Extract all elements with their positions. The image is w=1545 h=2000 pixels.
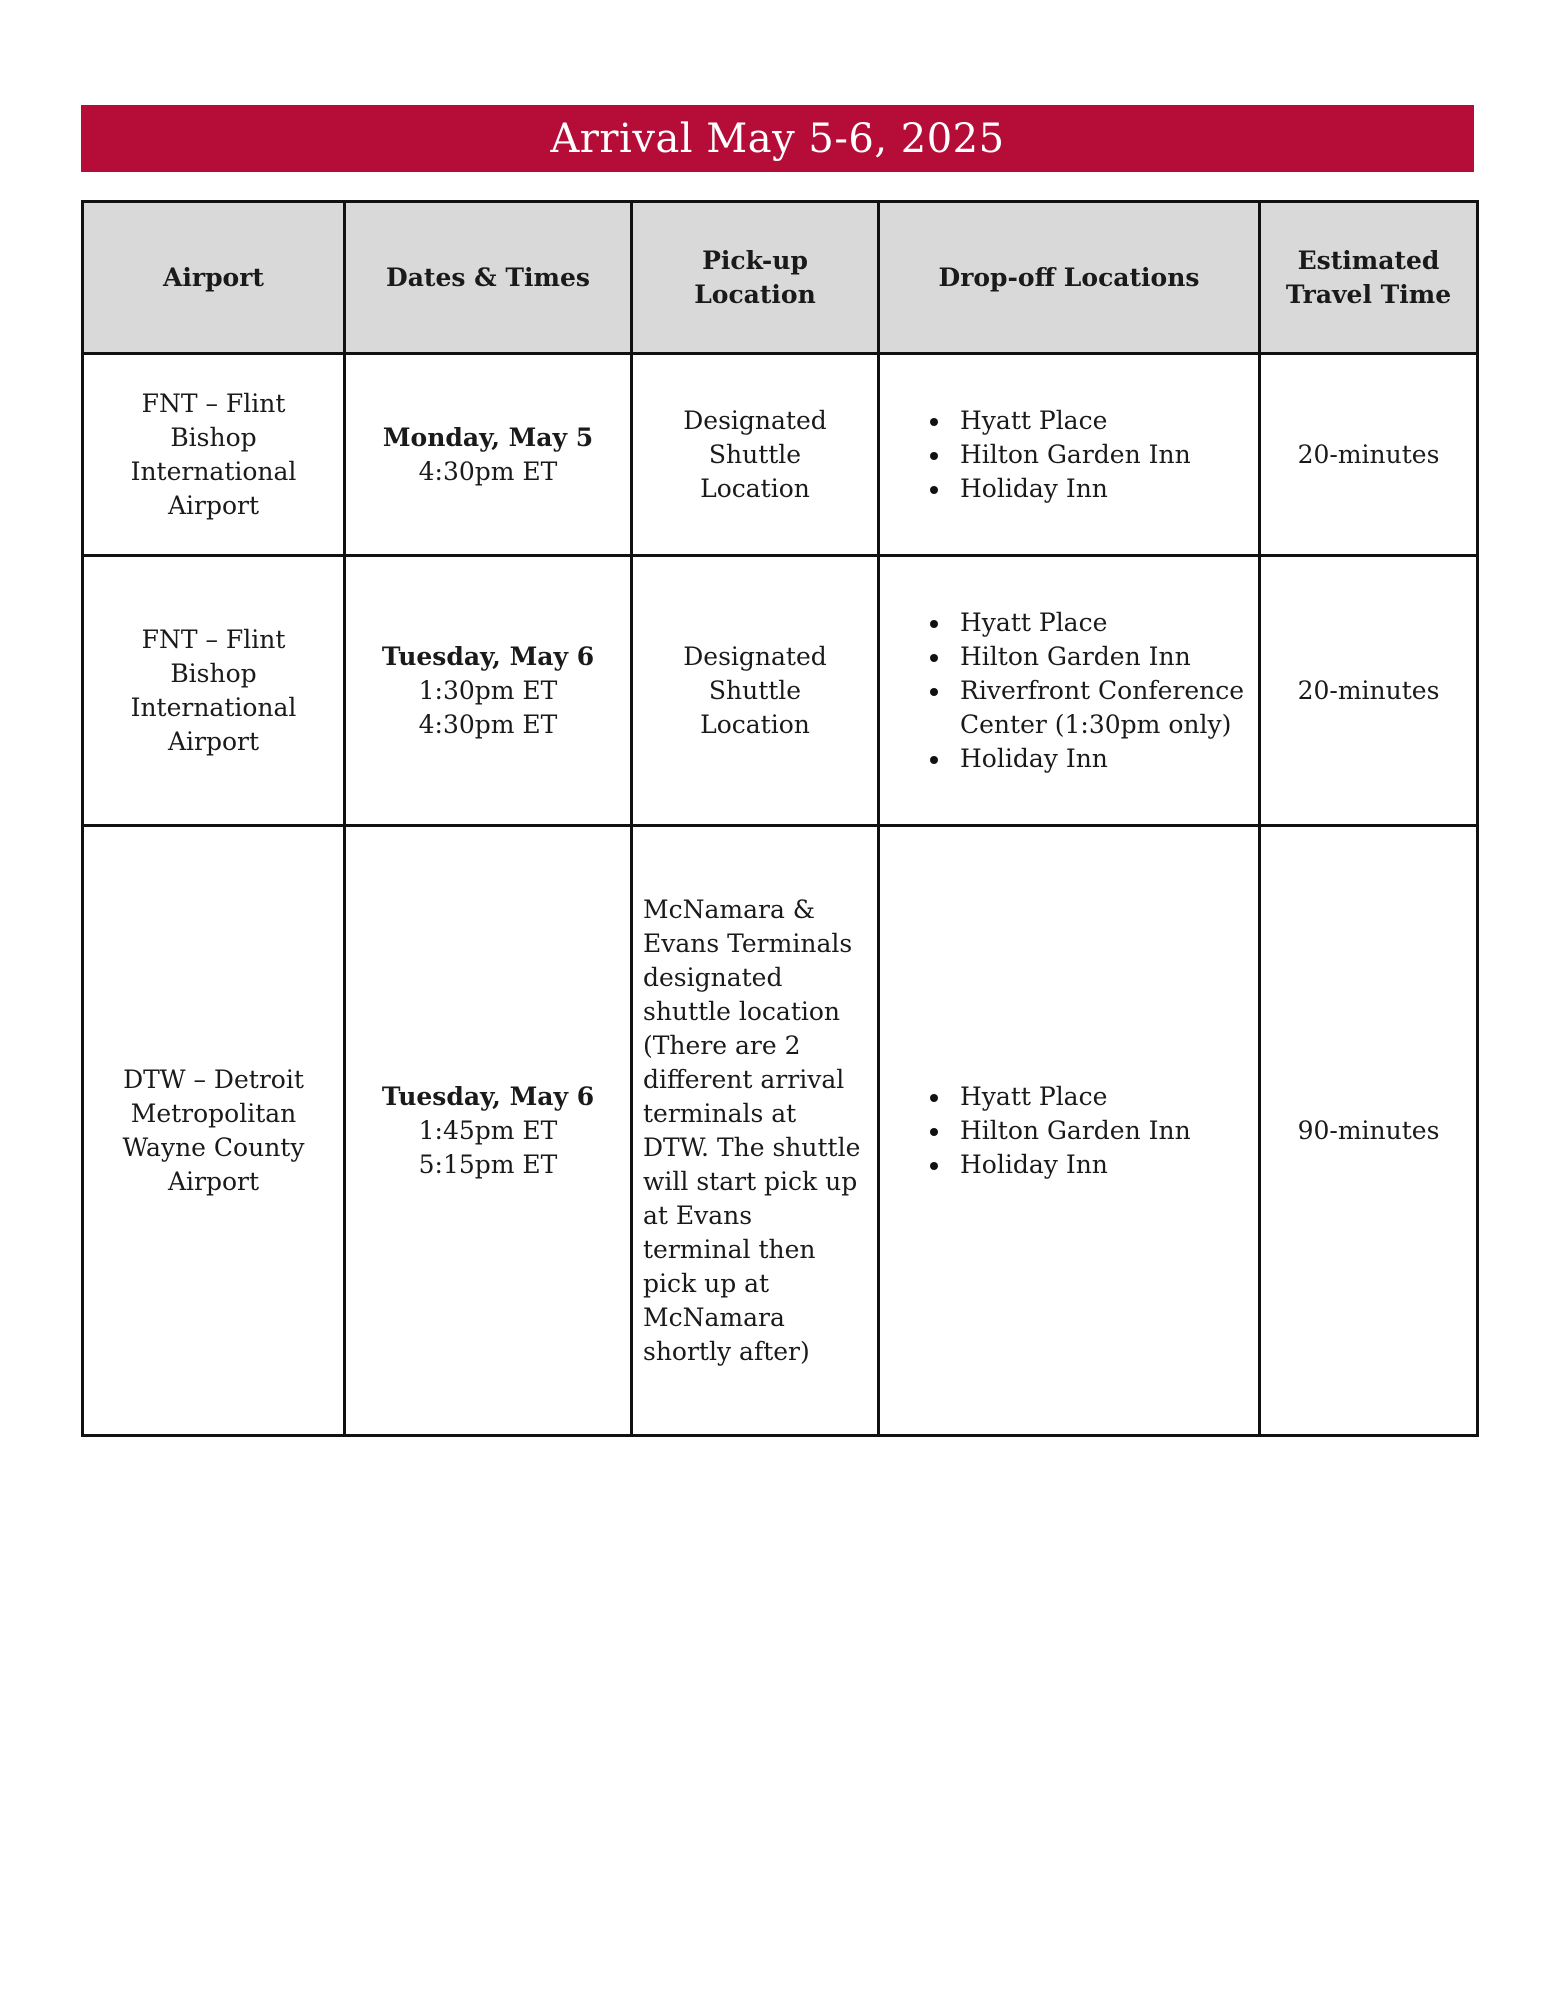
list-item: Holiday Inn xyxy=(960,742,1248,776)
dropoff-cell xyxy=(879,556,1260,826)
time-label: 5:15pm ET xyxy=(418,1149,558,1179)
day-label: Tuesday, May 6 xyxy=(381,1081,595,1111)
table-row xyxy=(83,556,1478,826)
dates-times-cell xyxy=(345,556,632,826)
list-item: Riverfront Conference Center (1:30pm only) xyxy=(960,674,1248,742)
time-label: 1:30pm ET xyxy=(418,675,558,705)
column-header-pickup-location: Pick-up Location xyxy=(632,202,879,354)
dates-times-cell xyxy=(345,354,632,556)
dropoff-list xyxy=(890,404,1248,506)
list-item: Hyatt Place xyxy=(960,404,1248,438)
travel-time-cell: 20-minutes xyxy=(1260,354,1478,556)
airport-cell: FNT – Flint Bishop International Airport xyxy=(83,354,345,556)
list-item: Hyatt Place xyxy=(960,1080,1248,1114)
list-item: Hilton Garden Inn xyxy=(960,640,1248,674)
pickup-cell: Designated Shuttle Location xyxy=(632,556,879,826)
dropoff-cell xyxy=(879,354,1260,556)
column-header-travel-time: Estimated Travel Time xyxy=(1260,202,1478,354)
airport-cell: DTW – Detroit Metropolitan Wayne County Airport xyxy=(83,826,345,1436)
list-item: Holiday Inn xyxy=(960,1148,1248,1182)
pickup-cell: Designated Shuttle Location xyxy=(632,354,879,556)
dropoff-list xyxy=(890,1080,1248,1182)
list-item: Hyatt Place xyxy=(960,606,1248,640)
travel-time-cell: 20-minutes xyxy=(1260,556,1478,826)
pickup-cell: McNamara & Evans Terminals designated shuttle location (There are 2 different arrival terminals at DTW. The shuttle will start pick up at Evans terminal then pick up at McNamara shortly after) xyxy=(632,826,879,1436)
list-item: Holiday Inn xyxy=(960,472,1248,506)
page-title: Arrival May 5-6, 2025 xyxy=(81,105,1474,172)
shuttle-schedule-table xyxy=(81,200,1479,1437)
list-item: Hilton Garden Inn xyxy=(960,438,1248,472)
day-label: Monday, May 5 xyxy=(382,422,594,452)
dates-times-cell xyxy=(345,826,632,1436)
travel-time-cell: 90-minutes xyxy=(1260,826,1478,1436)
day-label: Tuesday, May 6 xyxy=(381,641,595,671)
dropoff-cell xyxy=(879,826,1260,1436)
time-label: 1:45pm ET xyxy=(418,1115,558,1145)
table-row xyxy=(83,354,1478,556)
column-header-dates-times: Dates & Times xyxy=(345,202,632,354)
table-row xyxy=(83,826,1478,1436)
table-header-row xyxy=(83,202,1478,354)
time-label: 4:30pm ET xyxy=(418,456,558,486)
list-item: Hilton Garden Inn xyxy=(960,1114,1248,1148)
airport-cell: FNT – Flint Bishop International Airport xyxy=(83,556,345,826)
time-label: 4:30pm ET xyxy=(418,709,558,739)
column-header-dropoff-locations: Drop-off Locations xyxy=(879,202,1260,354)
dropoff-list xyxy=(890,606,1248,776)
column-header-airport: Airport xyxy=(83,202,345,354)
